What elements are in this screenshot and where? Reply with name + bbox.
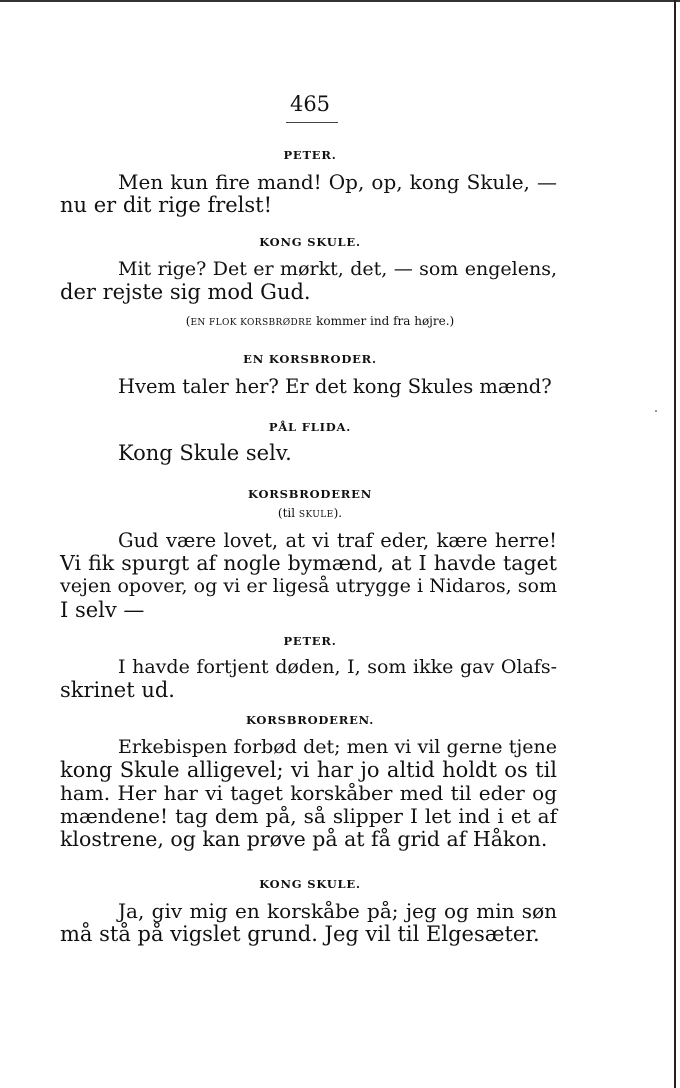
page-number: 465 (289, 92, 331, 116)
speaker-name: KORSBRODEREN (247, 487, 373, 501)
dialogue-line: Mit rige? Det er mørkt, det, — som engelens, (118, 258, 557, 280)
dialogue-line: Ja, giv mig en korskåbe på; jeg og min søn (118, 899, 557, 923)
speaker-name: PETER. (283, 148, 337, 162)
speaker-name: PETER. (283, 634, 337, 648)
stage-direction (0, 314, 640, 328)
dialogue-line: Gud være lovet, at vi traf eder, kære herre! (118, 529, 557, 552)
dialogue-line: vejen opover, og vi er ligeså utrygge i Nidaros, som (60, 575, 557, 597)
dialogue-line: mændene! tag dem på, så slipper I let ind i et af (60, 804, 557, 828)
speaker-name: KONG SKULE. (259, 877, 361, 891)
dialogue-line: Vi fik spurgt af nogle bymænd, at I havde taget (60, 551, 557, 575)
dialogue-line: skrinet ud. (60, 678, 175, 702)
page-number-rule (286, 122, 338, 123)
speaker-name: KORSBRODEREN. (245, 713, 375, 727)
dialogue-line: nu er dit rige frelst! (60, 193, 273, 217)
speaker-direction (0, 506, 630, 520)
dialogue-line: klostrene, og kan prøve på at få grid af Håkon. (60, 827, 548, 851)
dialogue-line: Hvem taler her? Er det kong Skules mænd? (118, 375, 552, 398)
dialogue-line: kong Skule alligevel; vi har jo altid holdt os til (60, 758, 557, 782)
speaker-name: KONG SKULE. (259, 235, 361, 249)
stage-direction-caps: EN FLOK KORSBRØDRE (190, 318, 313, 328)
dialogue-line: I selv — (60, 598, 145, 622)
speaker-direction-close: ). (333, 506, 343, 520)
dialogue-line: ham. Her har vi taget korskåber med til eder og (60, 781, 557, 805)
stage-direction-rest: kommer ind fra højre.) (312, 314, 455, 328)
dialogue-line: Erkebispen forbød det; men vi vil gerne tjene (118, 736, 557, 758)
page-top-border (0, 0, 680, 2)
paper-speck (655, 410, 657, 412)
stage-direction-open: ( (185, 314, 191, 328)
speaker-name: EN KORSBRODER. (243, 352, 377, 366)
dialogue-line: Kong Skule selv. (118, 441, 292, 465)
dialogue-line: må stå på vigslet grund. Jeg vil til Elgesæter. (60, 922, 540, 946)
page-right-border (674, 0, 676, 1088)
dialogue-line: Men kun fire mand! Op, op, kong Skule, — (118, 170, 557, 194)
dialogue-line: I havde fortjent døden, I, som ikke gav Olafs- (118, 656, 557, 678)
speaker-direction-open: (til (277, 506, 299, 520)
speaker-direction-caps: SKULE (298, 510, 334, 520)
speaker-name: PÅL FLIDA. (268, 420, 352, 434)
dialogue-line: der rejste sig mod Gud. (60, 280, 311, 304)
